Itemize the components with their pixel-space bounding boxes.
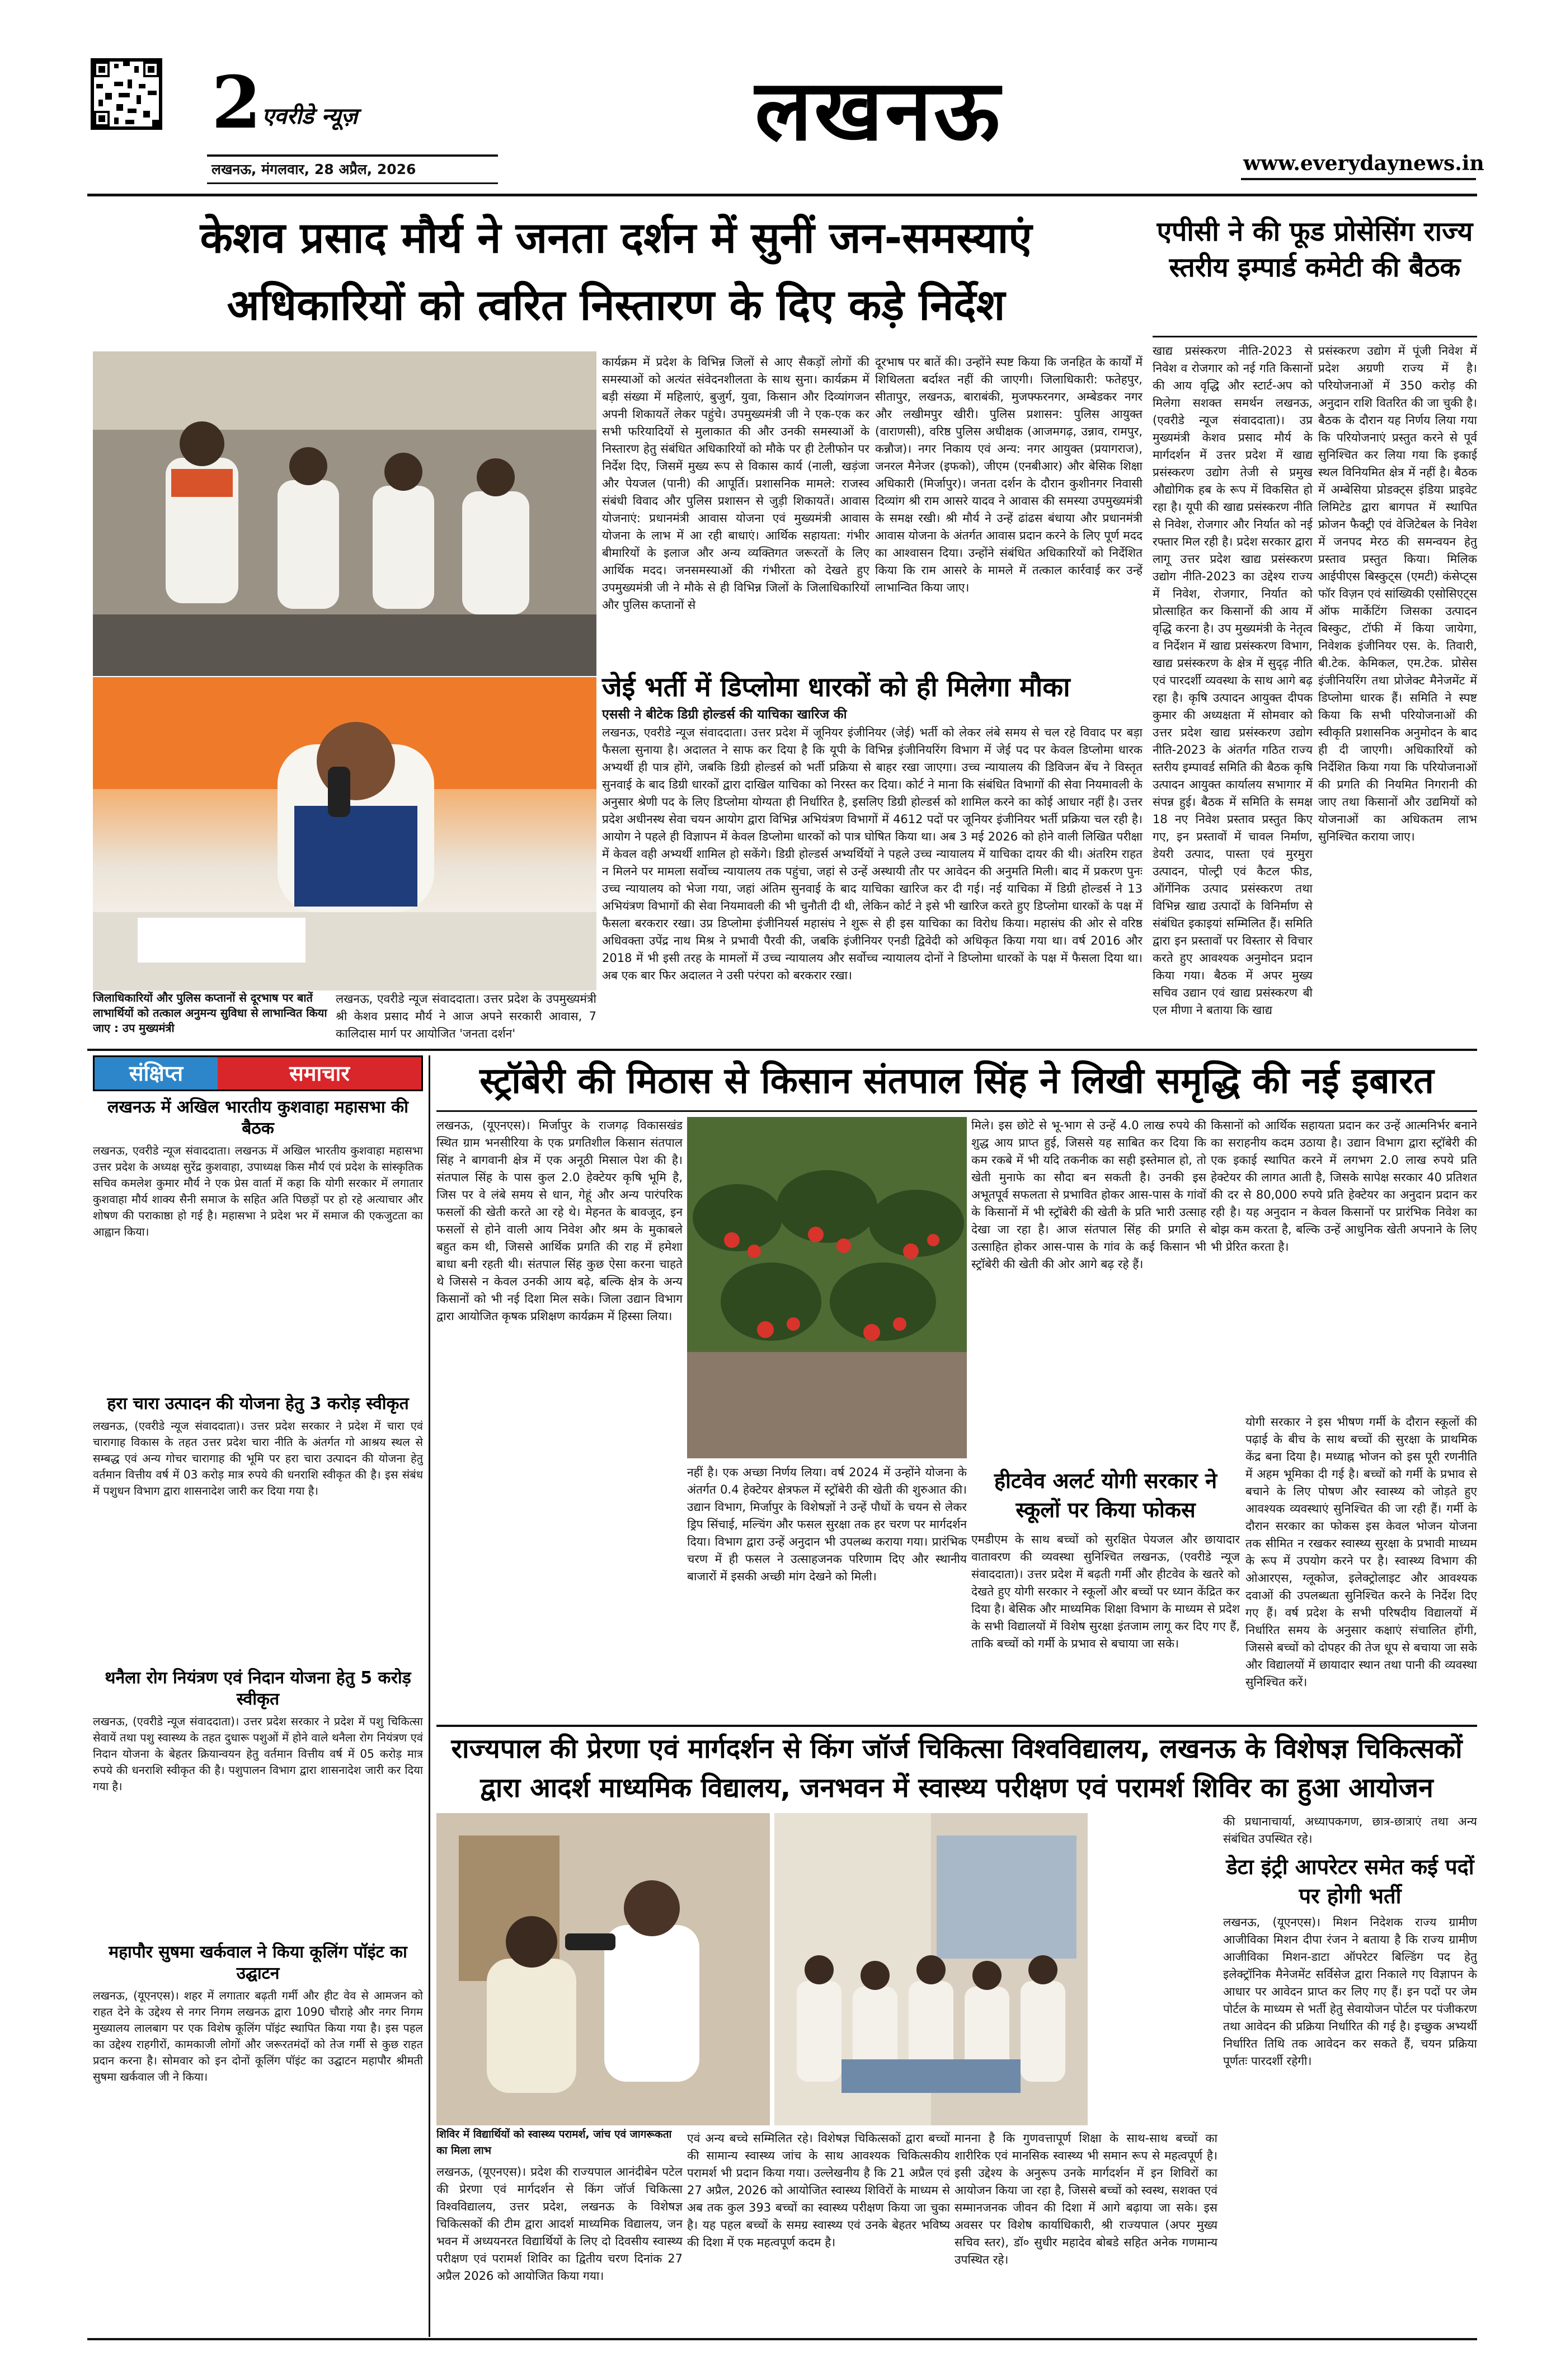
je-subhead: एससी ने बीटेक डिग्री होल्डर्स की याचिका खारिज की	[602, 707, 847, 722]
dateline-rule-top	[207, 154, 498, 157]
deo-text: लखनऊ, (यूएनएस)। मिशन निदेशक राज्य ग्रामीण आजीविका मिशन दीपा रंजन ने बताया है कि राज्य ग्रामीण आजीविका मिशन-डाटा ऑपरेटर बिल्डिंग पद हेतु इलेक्ट्रॉनिक मैनेजमेंट सर्विसेज द्वारा निकाले गए विज्ञापन के आधार पर आवेदन प्राप्त कर लिए गए हैं। इन पदों पर जेम पोर्टल के माध्यम से भर्ती हेतु सेवायोजन पोर्टल पर पंजीकरण तथा आवेदन की प्रक्रिया निर्धारित की गई है। इच्छुक अभ्यर्थी निर्धारित तिथि तक आवेदन कर सकते हैं, चयन प्रक्रिया पूर्णतः पारदर्शी रहेगी।	[1223, 1916, 1477, 2068]
brief-label-box	[93, 1055, 423, 1091]
section-divider-2	[436, 1725, 1477, 1727]
heatwave-headline: हीटवेव अलर्ट योगी सरकार ने स्कूलों पर किया फोकस	[994, 1468, 1217, 1522]
brief-label-right: समाचार	[218, 1057, 421, 1090]
page-bottom-rule	[87, 2338, 1477, 2340]
strawberry-col2-text: नहीं है। एक अच्छा निर्णय लिया। वर्ष 2024 में उन्होंने योजना के अंतर्गत 0.4 हेक्टेयर क्षेत्रफल में स्ट्रॉबेरी की खेती की शुरुआत की। उद्यान विभाग, मिर्जापुर के विशेषज्ञों ने उन्हें पौधों के चयन से लेकर ड्रिप सिंचाई, मल्चिंग और फसल सुरक्षा तक हर चरण पर मार्गदर्शन दिया। विभाग द्वारा उन्हें अनुदान भी उपलब्ध कराया गया। प्रारंभिक चरण में ही फसल ने उत्साहजनक परिणाम दिए और स्थानीय बाजारों में इसकी अच्छी मांग देखने को मिली।	[687, 1466, 967, 1583]
strawberry-plants-icon	[687, 1117, 967, 1458]
qr-code	[91, 58, 162, 130]
kgmu-photo-eye-check	[436, 1813, 770, 2125]
brief-item-title: थनैला रोग नियंत्रण एवं निदान योजना हेतु 5 करोड़ स्वीकृत	[105, 1668, 411, 1709]
kgmu-col1-text: लखनऊ, (यूएनएस)। प्रदेश की राज्यपाल आनंदीबेन पटेल की प्रेरणा एवं मार्गदर्शन से किंग जॉर्ज चिकित्सा विश्वविद्यालय, उत्तर प्रदेश, लखनऊ के विशेषज्ञ चिकित्सकों की टीम द्वारा आदर्श माध्यमिक विद्यालय, जन भवन में अध्ययनरत विद्यार्थियों के लिए दो दिवसीय स्वास्थ्य परीक्षण एवं परामर्श शिविर का द्वितीय चरण दिनांक 27 अप्रैल 2026 को आयोजित किया गया।	[436, 2165, 683, 2283]
brief-label-left: संक्षिप्त	[95, 1057, 218, 1090]
je-text: लखनऊ, एवरीडे न्यूज संवाददाता। उत्तर प्रदेश में जूनियर इंजीनियर (जेई) भर्ती को लेकर लंबे समय से चल रहे विवाद पर बड़ा फैसला सुनाया है। अदालत ने साफ कर दिया है कि यूपी के विभिन्न इंजीनियरिंग विभाग में जेई पद पर केवल डिप्लोमा धारक अभ्यर्थी ही पात्र होंगे, जबकि डिग्री होल्डर्स को भर्ती प्रक्रिया से बाहर रखा जाएगा। उच्च न्यायालय की डिविजन बेंच ने विस्तृत सुनवाई के बाद डिग्री धारकों द्वारा दाखिल याचिका को निरस्त कर दिया। कोर्ट ने माना कि संबंधित विभागों की सेवा नियमावली के अनुसार श्रेणी पद के लिए डिप्लोमा योग्यता ही निर्धारित है, इसलिए डिग्री होल्डर्स को शामिल करने का कोई आधार नहीं है। उत्तर प्रदेश अधीनस्थ सेवा चयन आयोग द्वारा विभिन्न अभियंत्रण विभागों में 4612 पदों पर जूनियर इंजीनियर भर्ती प्रक्रिया चल रही है। आयोग ने पहले ही विज्ञापन में केवल डिप्लोमा धारकों को पात्र घोषित किया था। अब 3 मई 2026 को होने वाली लिखित परीक्षा में केवल वही अभ्यर्थी शामिल हो सकेंगे। डिग्री होल्डर्स अभ्यर्थियों ने पहले उच्च न्यायालय में याचिका दायर की थी। अंतरिम राहत न मिलने पर मामला सर्वोच्च न्यायालय तक पहुंचा, जहां से उन्हें अस्थायी तौर पर आवेदन की अनुमति मिली। बाद में प्रकरण पुनः उच्च न्यायालय को भेजा गया, जहां अंतिम सुनवाई के बाद याचिका खारिज कर दी गई। नई याचिका में डिग्री होल्डर्स ने 13 अभियंत्रण विभागों की सेवा नियमावली की भी चुनौती दी थी, लेकिन कोर्ट ने इसे भी खारिज करते हुए डिप्लोमा धारकों के पक्ष में फैसला बरकरार रखा। उप्र डिप्लोमा इंजीनियर्स महासंघ ने शुरू से ही इस याचिका का विरोध किया। महासंघ की ओर से वरिष्ठ अधिवक्ता उपेंद्र नाथ मिश्र ने प्रभावी पैरवी की, जबकि इंजीनियर एनडी द्विवेदी को अधिकृत किया गया था। वर्ष 2016 और 2018 में भी इसी तरह के मामलों में उच्च न्यायालय और सर्वोच्च न्यायालय दोनों ने डिप्लोमा धारकों के पक्ष में फैसला दिया था। अब एक बार फिर अदालत ने उसी परंपरा को बरकरार रखा।	[602, 726, 1143, 982]
strawberry-headline: स्ट्रॉबेरी की मिठास से किसान संतपाल सिंह ने लिखी समृद्धि की नई इबारत	[479, 1060, 1434, 1102]
deo-headline: डेटा इंट्री आपरेटर समेत कई पदों पर होगी भर्ती	[1226, 1855, 1474, 1908]
strawberry-photo	[687, 1117, 967, 1458]
brief-item-text: लखनऊ, एवरीडे न्यूज संवाददाता। लखनऊ में अखिल भारतीय कुशवाहा महासभा उत्तर प्रदेश के अध्यक्ष सुरेंद्र कुशवाहा, उपाध्यक्ष किस मौर्य एवं प्रदेश के सांस्कृतिक सचिव कमलेश कुमार मौर्य ने एक प्रेस वार्ता में कहा कि योगी सरकार में लगातार कुशवाहा मौर्य शाक्य सैनी समाज के सहित अति पिछड़ों पर हो रहे अत्याचार और शोषण की पराकाष्ठा हो गई है। महासभा ने प्रदेश भर में समाज की एकजुटता का आह्वान किया।	[93, 1144, 423, 1238]
dateline-rule-bottom	[207, 182, 498, 184]
people-group-icon	[93, 351, 596, 676]
brand-name: एवरीडे न्यूज़	[262, 104, 358, 129]
food-col1-text: खाद्य प्रसंस्करण नीति-2023 से निवेश व रोजगार को नई गति किसानों की आय वृद्धि और स्टार्ट-अप को मिलेगा सशक्त समर्थन लखनऊ, (एवरीडे न्यूज संवाददाता)। उप्र मुख्यमंत्री केशव प्रसाद मौर्य के मार्गदर्शन में उत्तर प्रदेश में खाद्य प्रसंस्करण उद्योग तेजी से प्रमुख औद्योगिक हब के रूप में विकसित हो रहा है। यूपी की खाद्य प्रसंस्करण नीति से निवेश, रोजगार और निर्यात को नई रफ्तार मिल रही है। प्रदेश सरकार द्वारा लागू उत्तर प्रदेश खाद्य प्रसंस्करण उद्योग नीति-2023 का उद्देश्य राज्य में निवेश, रोजगार, निर्यात को प्रोत्साहित कर किसानों की आय में वृद्धि करना है। उप मुख्यमंत्री के नेतृत्व व निर्देशन में खाद्य प्रसंस्करण विभाग, खाद्य प्रसंस्करण के क्षेत्र में सुदृढ़ नीति एवं पारदर्शी व्यवस्था के साथ आगे बढ़ रहा है। कृषि उत्पादन आयुक्त दीपक कुमार की अध्यक्षता में सोमवार को उत्तर प्रदेश खाद्य प्रसंस्करण उद्योग नीति-2023 के अंतर्गत गठित राज्य स्तरीय इम्पावर्ड समिति की बैठक कृषि उत्पादन आयुक्त कार्यालय सभागार में संपन्न हुई। बैठक में समिति के समक्ष 18 नए निवेश प्रस्ताव प्रस्तुत किए गए, इन प्रस्तावों में चावल निर्माण, डेयरी उत्पाद, पास्ता एवं मुरमुरा उत्पादन, पोल्ट्री एवं कैटल फीड, ऑर्गेनिक उत्पाद प्रसंस्करण तथा विभिन्न खाद्य उत्पादों के विनिर्माण से संबंधित इकाइयां सम्मिलित हैं। समिति द्वारा इन प्रस्तावों पर विस्तार से विचार करते हुए आवश्यक अनुमोदन प्रदान किया गया। बैठक में अपर मुख्य सचिव उद्यान एवं खाद्य प्रसंस्करण बी एल मीणा ने बताया कि खाद्य	[1153, 344, 1313, 1017]
strawberry-col4-text: किसानों को आर्थिक सहायता प्रदान कर उन्हें आत्मनिर्भर बनाने का सराहनीय कदम उठाया है। उद्यान विभाग द्वारा स्ट्रॉबेरी की एक इकाई स्थापित करने में लगभग 2.0 लाख रुपये प्रति हेक्टेयर की लागत आती है, जिसके सापेक्ष सरकार 40 प्रतिशत की दर से 80,000 रुपये प्रति हेक्टेयर का अनुदान प्रदान कर रही है। यह अनुदान न केवल किसानों पर प्रारंभिक निवेश का बोझ कम करता है, बल्कि उन्हें आधुनिक खेती अपनाने के लिए भी प्रेरित करता है।	[1211, 1119, 1477, 1254]
brief-item	[93, 1668, 423, 1936]
officer-on-phone-icon	[93, 677, 596, 991]
kgmu-col3-text: मानना है कि गुणवत्तापूर्ण शिक्षा के साथ-साथ बच्चों का शारीरिक एवं मानसिक स्वास्थ्य भी समान रूप से महत्वपूर्ण है। इसी उद्देश्य के अनुरूप उनके मार्गदर्शन में इन शिविरों का आयोजन किया जा रहा है, जिससे बच्चों को स्वस्थ, सशक्त एवं सम्मानजनक जीवन की दिशा में आगे बढ़ाया जा सके। इस अवसर पर विशेष कार्याधिकारी, श्री राज्यपाल (अपर मुख्य सचिव स्तर), डॉ० सुधीर महादेव बोबडे सहित अनेक गणमान्य उपस्थित रहे।	[955, 2132, 1217, 2266]
website-rule	[1241, 178, 1476, 180]
je-headline: जेई भर्ती में डिप्लोमा धारकों को ही मिलेगा मौका	[602, 672, 1070, 703]
page-number: 2	[211, 61, 262, 145]
strawberry-headline-rule	[436, 1110, 1477, 1112]
food-col2-text: प्रसंस्करण उद्योग में पूंजी निवेश में प्रदेश अग्रणी राज्य में है। परियोजनाओं में 350 करोड़ की अनुदान राशि वितरित की जा चुकी है। बैठक के दौरान यह निर्णय लिया गया कि परियोजनाएं प्रस्तुत करने से पूर्व सुनिश्चित कर लिया गया कि इकाई स्थल विनियमित क्षेत्र में नहीं है। बैठक में अम्बेसिया प्रोडक्ट्स इंडिया प्राइवेट लिमिटेड द्वारा बागपत में स्थापित फ्रोजन फैक्ट्री एवं वेजिटेबल के निवेश में जनपद मेरठ की समन्वयन हेतु प्रस्ताव प्रस्तुत किया। मिलिक आईपीएस बिस्कुट्स (एमटी) कंसेप्ट्स फॉर विज़न एवं सांख्यिकी एसोसिएट्स ऑफ मार्केटिंग जिसका उत्पादन बिस्कुट, टॉफी में किया जायेगा, निवेशक इंजीनियर एस. के. तिवारी, बी.टेक. केमिकल, एम.टेक. प्रोसेस इंजीनियरिंग तथा प्रोजेक्ट मैनेजमेंट में डिप्लोमा धारक हैं। समिति ने स्पष्ट किया कि सभी परियोजनाओं की स्वीकृति प्रशासनिक अनुमोदन के बाद ही दी जाएगी। अधिकारियों को निर्देशित किया गया कि परियोजनाओं की प्रगति की नियमित निगरानी की जाए तथा किसानों और उद्यमियों को योजनाओं का अधिकतम लाभ सुनिश्चित कराया जाए।	[1318, 344, 1477, 843]
website-link[interactable]: www.everydaynews.in	[1243, 152, 1484, 175]
kgmu-headline-line2: द्वारा आदर्श माध्यमिक विद्यालय, जनभवन में स्वास्थ्य परीक्षण एवं परामर्श शिविर का हुआ आयोजन	[480, 1772, 1433, 1804]
lead-headline-line1: केशव प्रसाद मौर्य ने जनता दर्शन में सुनीं जन-समस्याएं	[200, 213, 1032, 262]
brief-item-text: लखनऊ, (एवरीडे न्यूज संवाददाता)। उत्तर प्रदेश सरकार ने प्रदेश में चारा एवं चारागाह विकास के तहत उत्तर प्रदेश चारा नीति के अंतर्गत गो आश्रय स्थल से सम्बद्ध एवं अन्य गोचर चारागाह की भूमि पर हरा चारा उत्पादन की योजना हेतु वर्तमान वित्तीय वर्ष में 03 करोड़ मात्र रुपये की धनराशि स्वीकृत की है। इस संबंध में पशुधन विभाग द्वारा शासनादेश जारी कर दिया गया है।	[93, 1419, 423, 1498]
kgmu-col4-text: की प्रधानाचार्या, अध्यापकगण, छात्र-छात्राएं तथा अन्य संबंधित उपस्थित रहे।	[1223, 1815, 1477, 1846]
kgmu-photo-camp-group	[774, 1813, 1088, 2125]
brief-item-title: लखनऊ में अखिल भारतीय कुशवाहा महासभा की बैठक	[107, 1097, 408, 1138]
kgmu-col2-text: एवं अन्य बच्चे सम्मिलित रहे। विशेषज्ञ चिकित्सकों द्वारा बच्चों की सामान्य स्वास्थ्य जांच के साथ आवश्यक चिकित्सकीय परामर्श भी प्रदान किया गया। उल्लेखनीय है कि 21 अप्रैल एवं 27 अप्रैल, 2026 को आयोजित स्वास्थ्य शिविरों के माध्यम से अब तक कुल 393 बच्चों का स्वास्थ्य परीक्षण किया जा चुका है। यह पहल बच्चों के समग्र स्वास्थ्य एवं उनके बेहतर भविष्य की दिशा में एक महत्वपूर्ण कदम है।	[687, 2132, 950, 2249]
section-divider-1	[87, 1049, 1477, 1051]
brief-item-text: लखनऊ, (यूएनएस)। शहर में लगातार बढ़ती गर्मी और हीट वेव से आमजन को राहत देने के उद्देश्य से नगर निगम लखनऊ द्वारा 1090 चौराहे और नगर निगम मुख्यालय लालबाग पर एक विशेष कूलिंग पॉइंट स्थापित किया गया है। इस पहल का उद्देश्य राहगीरों, कामकाजी लोगों और जरूरतमंदों को तेज गर्मी से कुछ राहत प्रदान करना है। सोमवार को इन दोनों कूलिंग पॉइंट का उद्घाटन महापौर श्रीमती सुषमा खर्कवाल जी ने किया।	[93, 1989, 423, 2083]
brief-item-text: लखनऊ, (एवरीडे न्यूज संवाददाता)। उत्तर प्रदेश सरकार ने प्रदेश में पशु चिकित्सा सेवायें तथा पशु स्वास्थ्य के तहत दुधारू पशुओं में होने वाले थनैला रोग नियंत्रण एवं निदान योजना के बेहतर क्रियान्वयन हेतु वर्तमान वित्तीय वर्ष में 05 करोड़ मात्र रुपये की धनराशि स्वीकृत की है। पशुपालन विभाग द्वारा शासनादेश जारी कर दिया गया है।	[93, 1715, 423, 1793]
brief-item-title: हरा चारा उत्पादन की योजना हेतु 3 करोड़ स्वीकृत	[107, 1394, 409, 1414]
food-headline: एपीसी ने की फूड प्रोसेसिंग राज्य स्तरीय इम्पार्ड कमेटी की बैठक	[1156, 216, 1473, 283]
lead-col3-text: दूरभाष पर बातें की। उन्होंने स्पष्ट किया कि जनहित के कार्यों में शिथिलता बर्दाश्त नहीं की जाएगी। जिलाधिकारी: फतेहपुर, सीतापुर, लखनऊ, बाराबंकी, मुजफ्फरनगर, अम्बेडकर नगर और लखीमपुर खीरी। पुलिस प्रशासन: पुलिस आयुक्त (वाराणसी), वरिष्ठ पुलिस अधीक्षक (आजमगढ़, उन्नाव, रामपुर, कन्नौज)। नगर निकाय एवं अन्य: नगर आयुक्त (प्रयागराज), जनरल मैनेजर (इफको), जीएम (एनबीआर) और बेसिक शिक्षा अधिकारी (मिर्जापुर)। जनता दर्शन के दौरान कुशीनगर निवासी दिव्यांग श्री राम आसरे यादव ने आवास की समस्या उपमुख्यमंत्री के समक्ष रखी। श्री मौर्य ने उन्हें ढांढस बंधाया और प्रधानमंत्री आवास योजना के अंतर्गत आवास प्रदान करने के लिए पूर्ण मदद का आश्वासन दिया। उन्होंने संबंधित अधिकारियों को निर्देशित किया कि राम आसरे के मामले में तत्काल कार्रवाई कर उन्हें लाभान्वित किया जाए।	[875, 355, 1143, 594]
lead-col1-text: लखनऊ, एवरीडे न्यूज संवाददाता। उत्तर प्रदेश के उपमुख्यमंत्री श्री केशव प्रसाद मौर्य ने आज अपने सरकारी आवास, 7 कालिदास मार्ग पर आयोजित 'जनता दर्शन'	[336, 992, 596, 1040]
lead-photo-janta-darshan	[93, 351, 596, 676]
students-group-icon	[774, 1813, 1088, 2125]
city-title: लखनऊ	[755, 62, 1002, 159]
doctor-examining-student-icon	[436, 1813, 770, 2125]
food-headline-rule	[1153, 336, 1477, 337]
kgmu-headline-line1: राज्यपाल की प्रेरणा एवं मार्गदर्शन से किंग जॉर्ज चिकित्सा विश्वविद्यालय, लखनऊ के विशेषज्ञ चिकित्सकों	[451, 1733, 1463, 1764]
lead-photo-caption: जिलाधिकारियों और पुलिस कप्तानों से दूरभाष पर बातें लाभार्थियों को तत्काल अनुमन्य सुविधा से लाभान्वित किया जाए : उप मुख्यमंत्री	[93, 991, 328, 1041]
qr-code-icon	[94, 62, 159, 126]
brief-item-title: महापौर सुषमा खर्कवाल ने किया कूलिंग पॉइंट का उद्घाटन	[109, 1942, 407, 1983]
brief-item	[93, 1393, 423, 1662]
strawberry-col3-text: मिले। इस छोटे से भू-भाग से उन्हें 4.0 लाख रुपये की शुद्ध आय प्राप्त हुई, जिससे यह साबित कर दिया कि कम रकबे में भी यदि तकनीक का सही इस्तेमाल हो, तो खेती मुनाफे का सौदा बन सकती है। उनकी इस अभूतपूर्व सफलता से प्रभावित होकर आस-पास के गांवों के किसानों में भी स्ट्रॉबेरी की खेती के प्रति भारी उत्साह देखा जा रहा है। आज संतपाल सिंह की प्रगति से उत्साहित होकर आस-पास के गांव के कई किसान भी स्ट्रॉबेरी की खेती की ओर आगे बढ़ रहे हैं।	[971, 1119, 1206, 1271]
heatwave-col2-text: योगी सरकार ने इस भीषण गर्मी के दौरान स्कूलों की पढ़ाई के बीच के साथ बच्चों की सुरक्षा के प्राथमिक केंद्र बना दिया है। मध्याह्न भोजन को इस पूरी रणनीति में अहम भूमिका दी गई है। बच्चों को गर्मी के प्रभाव से बचाने के लिए पोषण और स्वास्थ्य को जोड़ते हुए आवश्यक व्यवस्थाएं सुनिश्चित की जा रही हैं। गर्मी के दौरान सरकार का फोकस इस केवल भोजन योजना तक सीमित न रखकर स्वास्थ्य सुरक्षा के प्रभावी माध्यम के रूप में उपयोग करने पर है। स्वास्थ्य विभाग की ओआरएस, ग्लूकोज, इलेक्ट्रोलाइट और आवश्यक दवाओं की उपलब्धता सुनिश्चित करने के निर्देश दिए गए हैं। वर्ष प्रदेश के सभी परिषदीय विद्यालयों में निर्धारित समय के अनुसार कक्षाएं संचालित होंगी, जिससे बच्चों को दोपहर की तेज धूप से बचाया जा सके और विद्यालयों में छायादार स्थान तथा पानी की व्यवस्था सुनिश्चित करें।	[1245, 1415, 1477, 1689]
kgmu-photo-caption: शिविर में विद्यार्थियों को स्वास्थ्य परामर्श, जांच एवं जागरूकता का मिला लाभ	[436, 2126, 683, 2161]
brief-item	[93, 1097, 423, 1388]
brief-column-divider	[429, 1055, 430, 2337]
brief-item	[93, 1942, 423, 2334]
lead-headline-line2: अधिकारियों को त्वरित निस्तारण के दिए कड़े निर्देश	[227, 280, 1005, 330]
heatwave-text: एमडीएम के साथ बच्चों को सुरक्षित पेयजल और छायादार वातावरण की व्यवस्था सुनिश्चित लखनऊ, (एवरीडे न्यूज संवाददाता)। उत्तर प्रदेश में बढ़ती गर्मी और हीटवेव के खतरे को देखते हुए योगी सरकार ने स्कूलों और बच्चों पर ध्यान केंद्रित कर दिया है। बेसिक और माध्यमिक शिक्षा विभाग के माध्यम से प्रदेश के सभी विद्यालयों में विशेष सुरक्षा इंतजाम लागू कर दिए गए हैं, ताकि बच्चों को गर्मी के प्रभाव से बचाया जा सके।	[971, 1533, 1240, 1650]
lead-photo-phone-call	[93, 677, 596, 991]
dateline: लखनऊ, मंगलवार, 28 अप्रैल, 2026	[211, 161, 416, 177]
strawberry-col1-text: लखनऊ, (यूएनएस)। मिर्जापुर के राजगढ़ विकासखंड स्थित ग्राम भनसीरिया के एक प्रगतिशील किसान संतपाल सिंह ने बागवानी क्षेत्र में एक अनूठी मिसाल पेश की है। संतपाल सिंह के पास कुल 2.0 हेक्टेयर कृषि भूमि है, जिस पर वे लंबे समय से धान, गेहूं और अन्य पारंपरिक फसलों की खेती करते आ रहे थे। मेहनत के बावजूद, इन फसलों से होने वाली आय निवेश और श्रम के मुकाबले बहुत कम थी, जिससे आर्थिक प्रगति की राह में हमेशा बाधा बनी रहती थी। संतपाल सिंह कुछ ऐसा करना चाहते थे जिससे न केवल उनकी आय बढ़े, बल्कि क्षेत्र के अन्य किसानों को भी नई दिशा मिल सके। जिला उद्यान विभाग द्वारा आयोजित कृषक प्रशिक्षण कार्यक्रम में हिस्सा लिया।	[436, 1119, 683, 1323]
masthead-divider	[87, 194, 1477, 196]
lead-col2-text: कार्यक्रम में प्रदेश के विभिन्न जिलों से आए सैकड़ों लोगों की समस्याओं को अत्यंत संवेदनशीलता के साथ सुना। कार्यक्रम में बड़ी संख्या में महिलाएं, बुजुर्ग, युवा, किसान और दिव्यांगजन अपनी शिकायतें लेकर पहुंचे। उपमुख्यमंत्री जी ने एक-एक कर सभी फरियादियों से मुलाकात की और उनकी समस्याओं के निस्तारण हेतु संबंधित अधिकारियों को मौके पर ही टेलीफोन पर निर्देश दिए, जिसमें मुख्य रूप से विकास कार्य (नाली, खड़ंजा और पेयजल (पानी) की आपूर्ति। प्रशासनिक मामले: राजस्व संबंधी विवाद और पुलिस प्रशासन से जुड़ी शिकायतें। आवास योजनाएं: प्रधानमंत्री आवास योजना एवं मुख्यमंत्री आवास योजना के लाभ में आ रही बाधाएं। आर्थिक सहायता: गंभीर बीमारियों के इलाज और अन्य व्यक्तिगत जरूरतों के लिए आर्थिक मदद। जनसमस्याओं की गंभीरता को देखते हुए उपमुख्यमंत्री जी ने मौके से ही विभिन्न जिलों के जिलाधिकारियों और पुलिस कप्तानों से	[602, 355, 869, 612]
